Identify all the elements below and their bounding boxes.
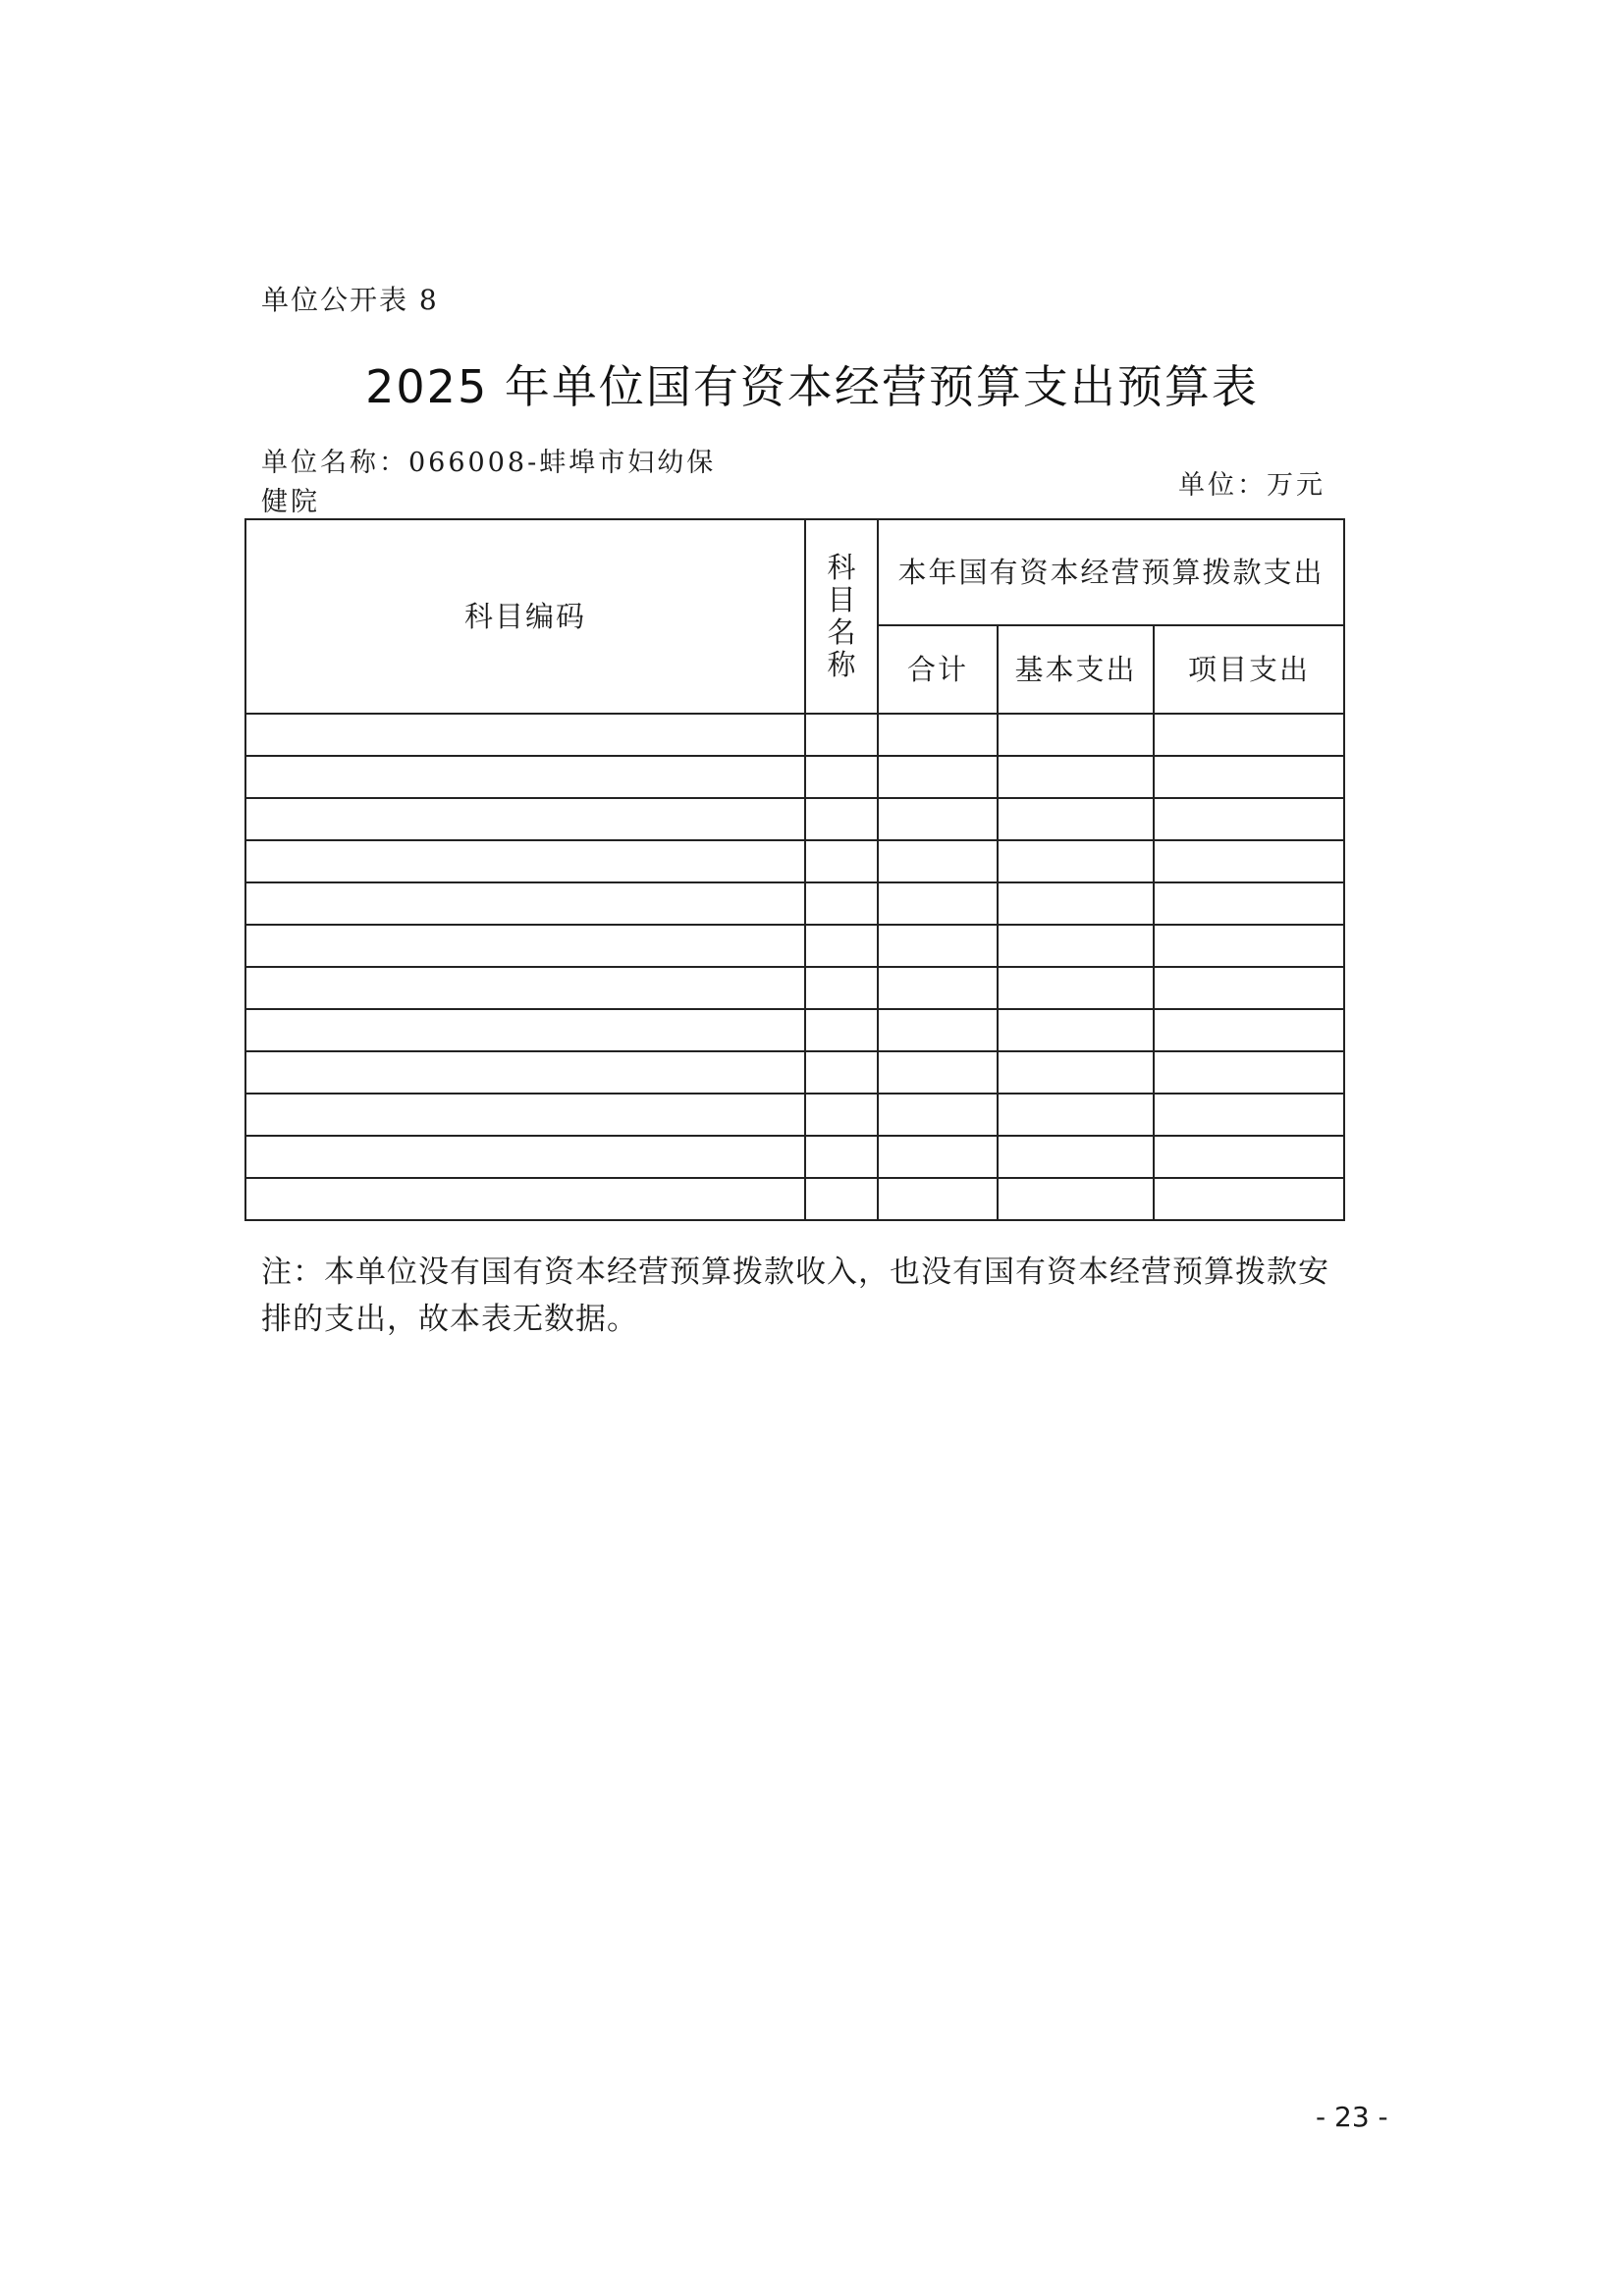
table-row — [245, 756, 1344, 798]
table-cell — [1154, 756, 1344, 798]
table-cell — [1154, 714, 1344, 756]
table-cell — [245, 925, 805, 967]
header-appropriation-group: 本年国有资本经营预算拨款支出 — [878, 519, 1344, 625]
table-cell — [998, 882, 1154, 925]
table-cell — [998, 840, 1154, 882]
page-number: - 23 - — [1316, 2101, 1388, 2133]
table-cell — [998, 967, 1154, 1009]
table-cell — [1154, 1136, 1344, 1178]
unit-measure: 单位：万元 — [1178, 470, 1326, 501]
table-cell — [998, 1178, 1154, 1220]
table-cell — [805, 756, 878, 798]
table-cell — [805, 882, 878, 925]
table-row — [245, 1178, 1344, 1220]
table-cell — [998, 714, 1154, 756]
table-cell — [998, 925, 1154, 967]
table-label: 单位公开表 8 — [261, 284, 439, 316]
table-cell — [998, 1094, 1154, 1136]
table-cell — [1154, 882, 1344, 925]
table-row — [245, 1009, 1344, 1051]
table-cell — [1154, 1178, 1344, 1220]
table-cell — [805, 798, 878, 840]
table-cell — [805, 1178, 878, 1220]
table-row — [245, 967, 1344, 1009]
table-cell — [1154, 1094, 1344, 1136]
table-row — [245, 925, 1344, 967]
table-cell — [878, 756, 998, 798]
table-cell — [245, 967, 805, 1009]
header-project-expenditure: 项目支出 — [1154, 625, 1344, 714]
table-cell — [878, 1178, 998, 1220]
table-cell — [805, 840, 878, 882]
table-cell — [245, 1051, 805, 1094]
table-row — [245, 1094, 1344, 1136]
table-cell — [1154, 967, 1344, 1009]
unit-name: 单位名称：066008-蚌埠市妇幼保健院 — [261, 448, 717, 517]
table-cell — [878, 714, 998, 756]
table-cell — [1154, 925, 1344, 967]
table-cell — [805, 1009, 878, 1051]
table-cell — [805, 714, 878, 756]
table-cell — [245, 840, 805, 882]
table-cell — [245, 1136, 805, 1178]
header-subject-name: 科目名称 — [805, 519, 878, 714]
table-note: 注：本单位没有国有资本经营预算拨款收入，也没有国有资本经营预算拨款安排的支出，故本表无数据。 — [261, 1255, 1329, 1337]
table-cell — [245, 882, 805, 925]
table-cell — [805, 967, 878, 1009]
table-cell — [878, 882, 998, 925]
table-cell — [805, 1136, 878, 1178]
table-cell — [245, 1178, 805, 1220]
table-cell — [1154, 840, 1344, 882]
table-cell — [245, 798, 805, 840]
table-cell — [878, 967, 998, 1009]
table-row — [245, 840, 1344, 882]
table-cell — [805, 1094, 878, 1136]
table-cell — [998, 756, 1154, 798]
table-cell — [878, 1009, 998, 1051]
table-cell — [1154, 1009, 1344, 1051]
table-cell — [1154, 798, 1344, 840]
header-basic-expenditure: 基本支出 — [998, 625, 1154, 714]
table-cell — [878, 1051, 998, 1094]
table-cell — [998, 1009, 1154, 1051]
table-cell — [998, 1051, 1154, 1094]
table-row — [245, 882, 1344, 925]
table-row — [245, 798, 1344, 840]
table-cell — [878, 798, 998, 840]
table-cell — [245, 1009, 805, 1051]
table-cell — [245, 714, 805, 756]
page-title: 2025 年单位国有资本经营预算支出预算表 — [365, 360, 1259, 413]
table-row — [245, 714, 1344, 756]
table-cell — [245, 1094, 805, 1136]
table-cell — [1154, 1051, 1344, 1094]
table-cell — [805, 925, 878, 967]
table-cell — [245, 756, 805, 798]
header-subject-code: 科目编码 — [245, 519, 805, 714]
budget-table — [244, 518, 1345, 1221]
table-cell — [805, 1051, 878, 1094]
table-cell — [878, 840, 998, 882]
table-cell — [878, 925, 998, 967]
table-cell — [998, 798, 1154, 840]
header-total: 合计 — [878, 625, 998, 714]
table-body — [245, 714, 1344, 1220]
table-cell — [878, 1136, 998, 1178]
table-row — [245, 1051, 1344, 1094]
table-row — [245, 1136, 1344, 1178]
table-cell — [998, 1136, 1154, 1178]
table-cell — [878, 1094, 998, 1136]
